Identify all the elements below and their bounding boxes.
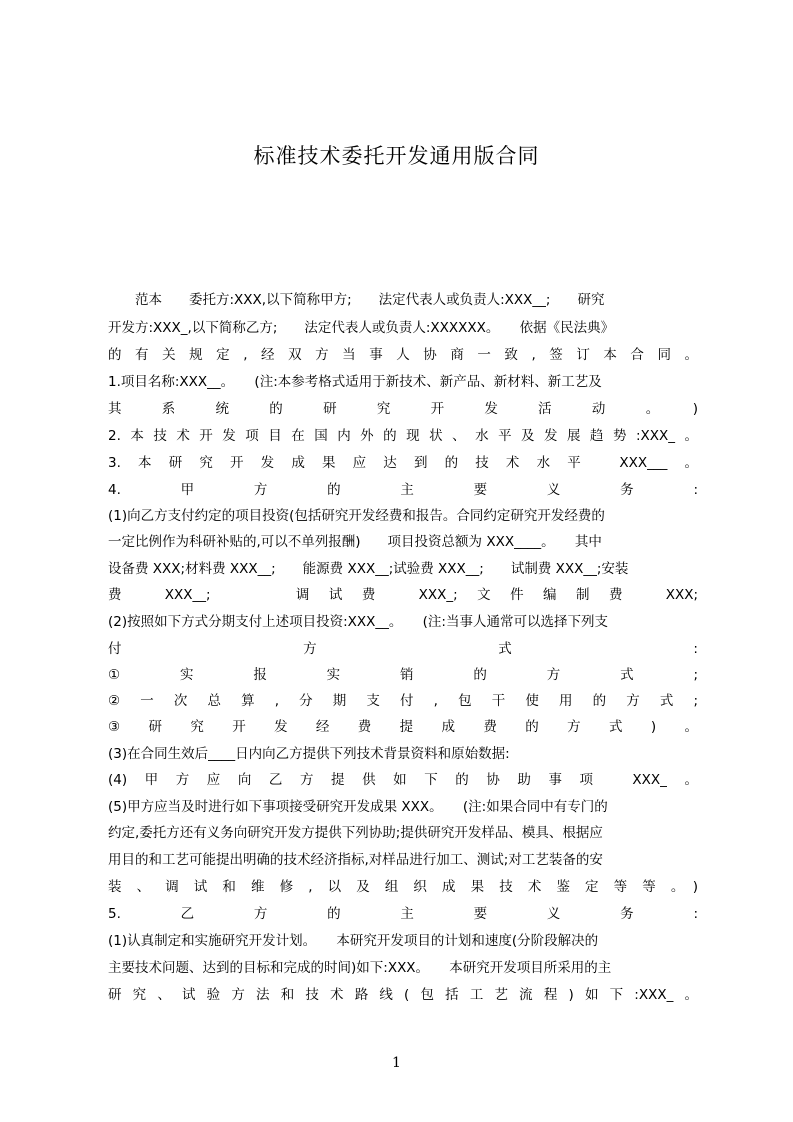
paragraph-line: 主要技术问题、达到的目标和完成的时间)如下:XXX。 本研究开发项目所采用的主 [108, 960, 612, 976]
paragraph-line: (1)向乙方支付约定的项目投资(包括研究开发经费和报告。合同约定研究开发经费的 [108, 508, 605, 524]
paragraph-line: 费 XXX__; 调试费 XXX_;文件编制费 XXX; [108, 587, 698, 603]
paragraph-line: 付方式: [108, 641, 698, 657]
list-item: ③研究开发经费提成费的方式)。 [108, 719, 698, 735]
list-item: ①实报实销的方式; [108, 667, 698, 683]
paragraph-line: 开发方:XXX_,以下简称乙方; 法定代表人或负责人:XXXXXX。 依据《民法典》 [108, 320, 615, 336]
paragraph-line: 其系统的研究开发活动。) [108, 401, 698, 417]
paragraph-line: (2)按照如下方式分期支付上述项目投资:XXX__。 (注:当事人通常可以选择下列支 [108, 614, 608, 630]
paragraph-line: 一定比例作为科研补贴的,可以不单列报酬) 项目投资总额为 XXX____。 其中 [108, 534, 602, 550]
paragraph-line: 研究、试验方法和技术路线(包括工艺流程)如下:XXX_。 [108, 987, 698, 1003]
paragraph-line: 设备费 XXX;材料费 XXX__; 能源费 XXX__;试验费 XXX__; 试制费 XXX__;安装 [108, 561, 629, 577]
paragraph-line: 的有关规定,经双方当事人协商一致,签订本合同。 [108, 347, 698, 363]
page-number: 1 [392, 1055, 401, 1071]
paragraph-line: 装、调试和维修,以及组织成果技术鉴定等等。) [108, 879, 698, 895]
paragraph-line: (4)甲方应向乙方提供如下的协助事项 XXX_。 [108, 772, 698, 788]
paragraph-line: (5)甲方应当及时进行如下事项接受研究开发成果 XXX。 (注:如果合同中有专门的 [108, 799, 608, 815]
paragraph-line: 范本 委托方:XXX,以下简称甲方; 法定代表人或负责人:XXX__; 研究 [108, 292, 605, 308]
paragraph-line: 2.本技术开发项目在国内外的现状、水平及发展趋势:XXX_。 [108, 428, 698, 444]
paragraph-line: 3.本研究开发成果应达到的技术水平 XXX___。 [108, 455, 698, 471]
paragraph-line: 约定,委托方还有义务向研究开发方提供下列协助;提供研究开发样品、模具、根据应 [108, 825, 603, 841]
section-heading: 5.乙方的主要义务: [108, 906, 698, 922]
paragraph-line: 1.项目名称:XXX__。 (注:本参考格式适用于新技术、新产品、新材料、新工艺及 [108, 374, 602, 390]
document-title: 标准技术委托开发通用版合同 [253, 144, 540, 168]
paragraph-line: (3)在合同生效后____日内向乙方提供下列技术背景资料和原始数据: [108, 746, 510, 762]
paragraph-line: 用目的和工艺可能提出明确的技术经济指标,对样品进行加工、测试;对工艺装备的安 [108, 852, 603, 868]
section-heading: 4.甲方的主要义务: [108, 482, 698, 498]
paragraph-line: (1)认真制定和实施研究开发计划。 本研究开发项目的计划和速度(分阶段解决的 [108, 933, 599, 949]
list-item: ②一次总算,分期支付,包干使用的方式; [108, 693, 698, 709]
